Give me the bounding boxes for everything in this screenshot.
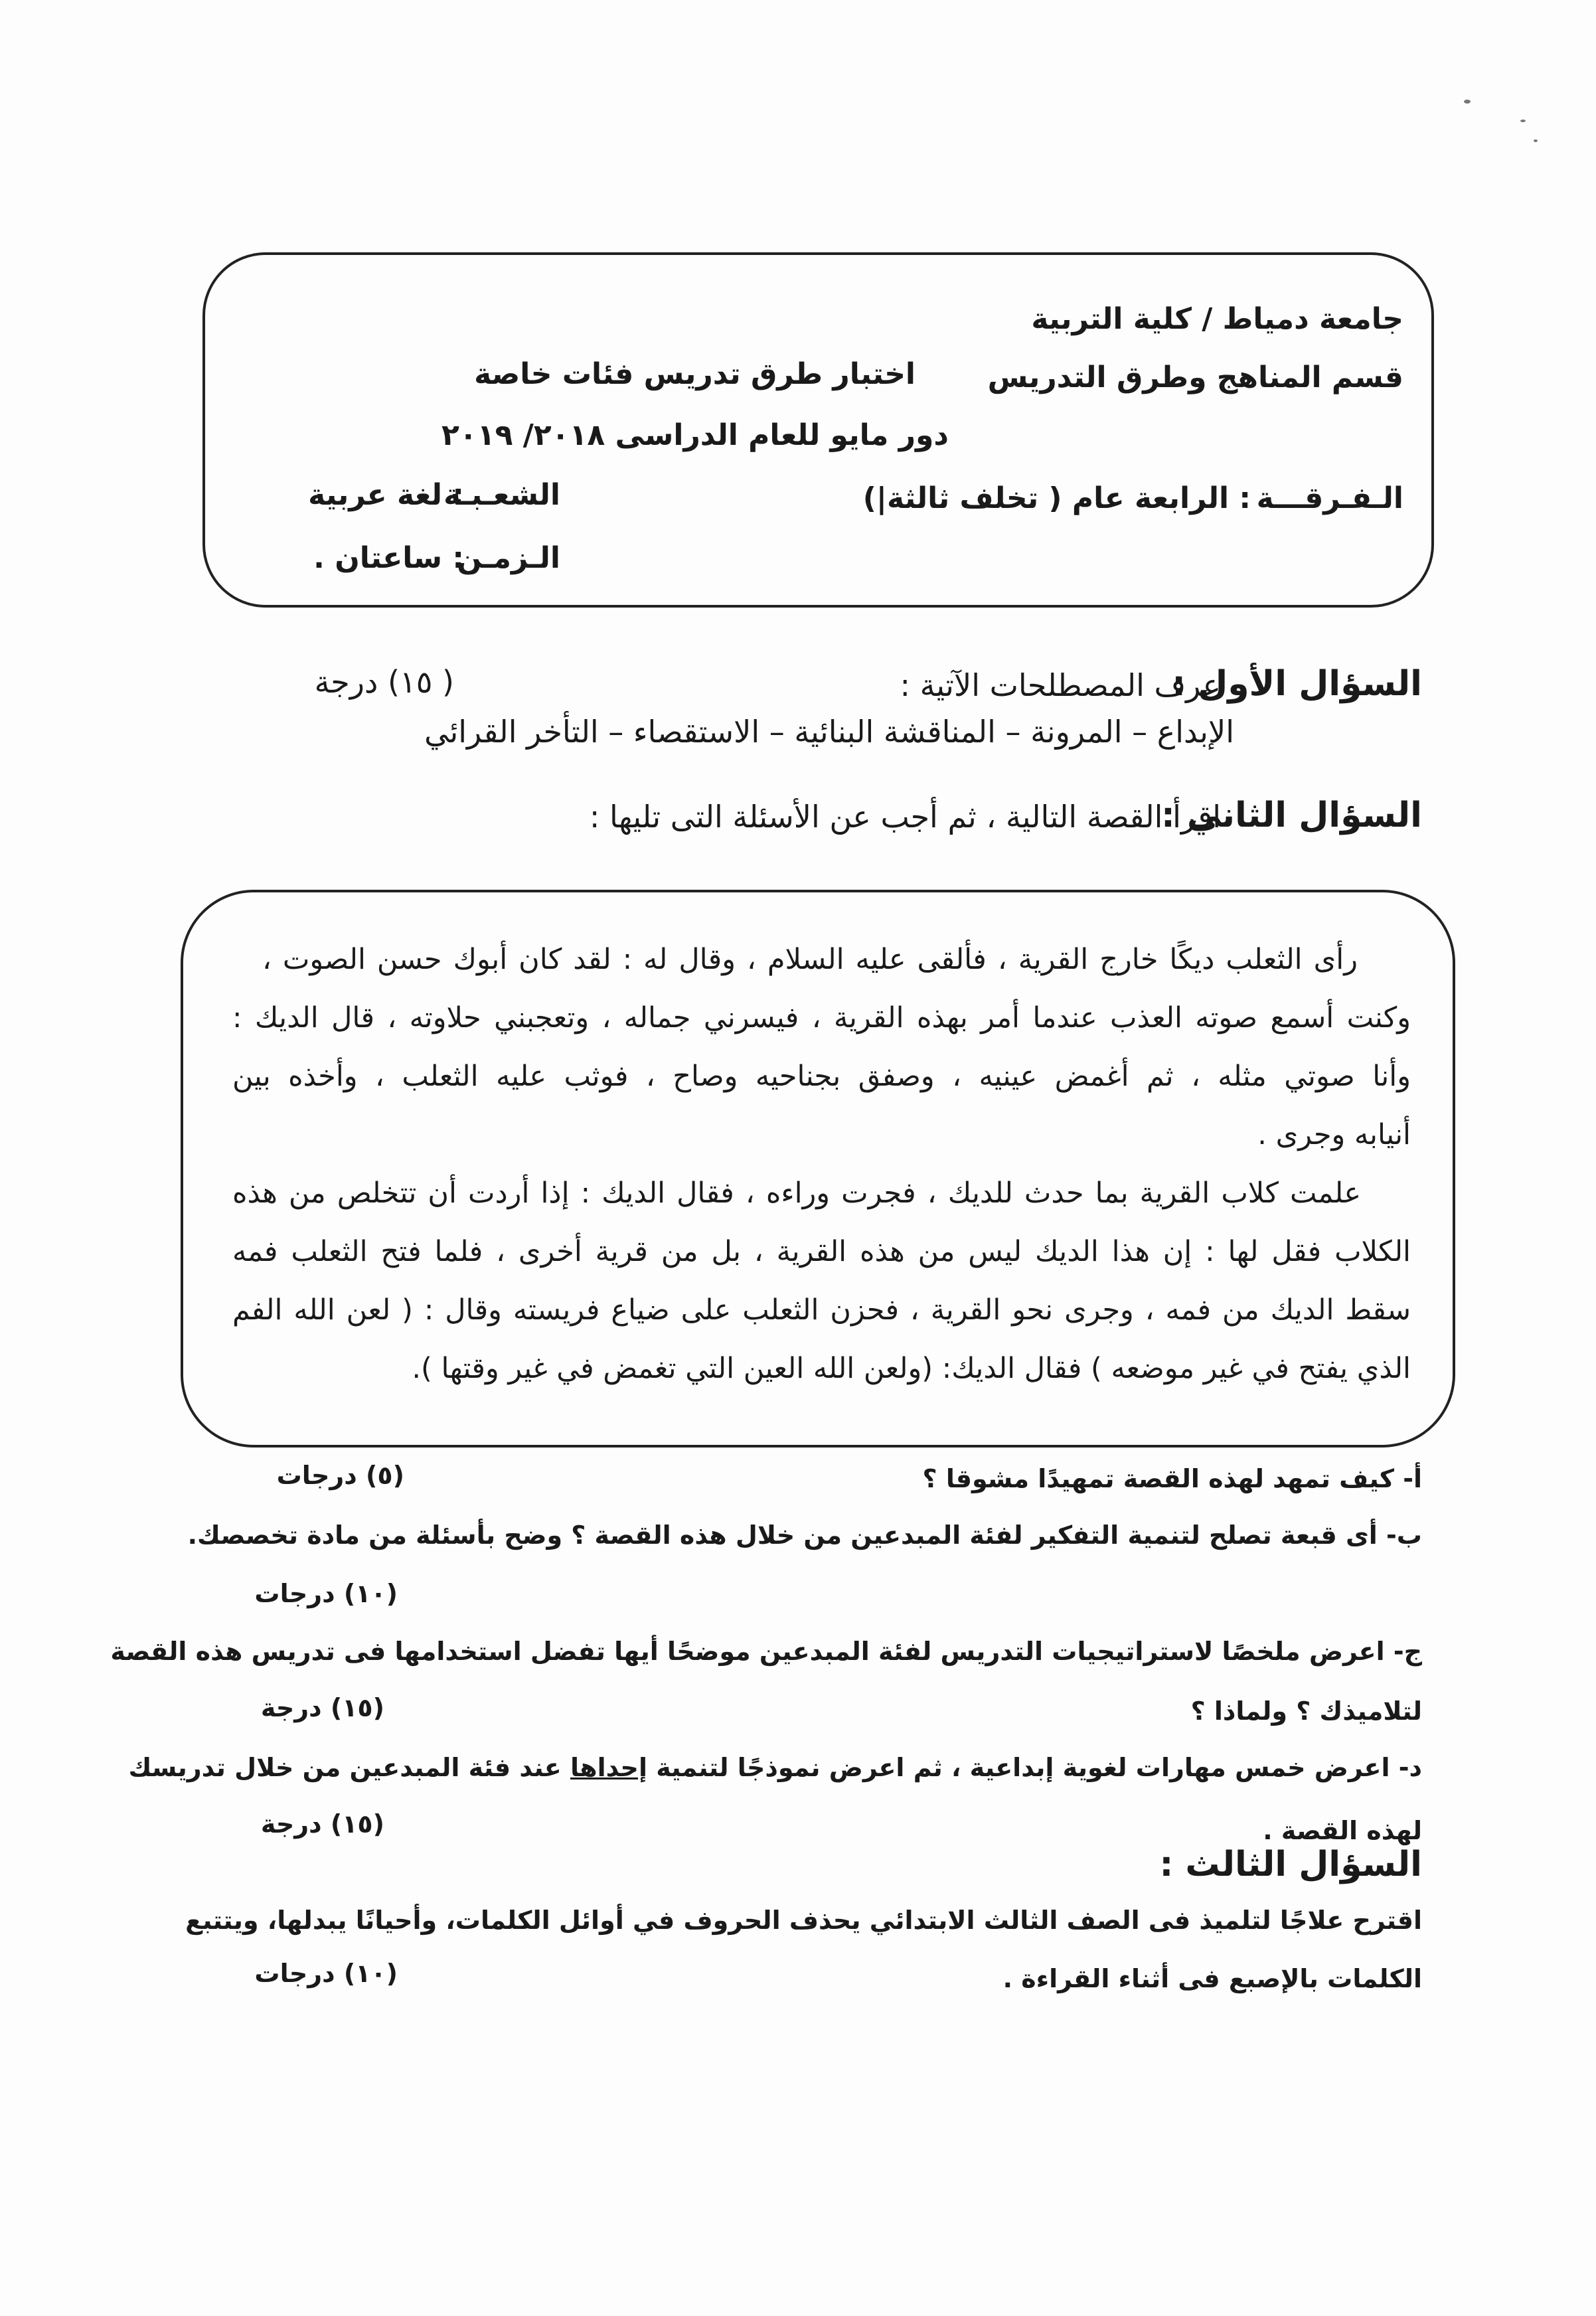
q2-c-marks: (١٥) درجة (260, 1693, 384, 1722)
year-label: الـفـرقـــة (1256, 481, 1403, 515)
division-label: الشعـبـة (443, 478, 560, 512)
q1-prompt: عرف المصطلحات الآتية : (900, 667, 1221, 703)
q3-text-line1: اقترح علاجًا لتلميذ فى الصف الثالث الابتدائي يحذف الحروف في أوائل الكلمات، وأحيانًا يبدلها، ويتتبع (185, 1906, 1422, 1935)
university-name: جامعة دمياط / كلية التربية (1031, 302, 1403, 336)
q2-d-marks: (١٥) درجة (260, 1809, 384, 1839)
q2-d-text-part1: د- اعرض خمس مهارات لغوية إبداعية ، ثم اعرض نموذجًا لتنمية (647, 1753, 1422, 1782)
time-value: : ساعتان . (313, 541, 464, 575)
year-value: : الرابعة عام ( تخلف ثالثة|) (862, 481, 1251, 515)
story-line: الكلاب فقل لها : إن هذا الديك ليس من هذه القرية ، بل من قرية أخرى ، فلما فتح الثعلب فمه (232, 1235, 1411, 1268)
q1-title: السؤال الأول : (1172, 664, 1422, 704)
story-line: علمت كلاب القرية بما حدث للديك ، فجرت وراءه ، فقال الديك : إذا أردت أن تتخلص من هذه (232, 1177, 1361, 1210)
exam-title: اختبار طرق تدريس فئات خاصة (474, 357, 916, 391)
department-name: قسم المناهج وطرق التدريس (987, 361, 1403, 394)
q2-b-marks: (١٠) درجات (254, 1579, 398, 1608)
time-label: الـزمـن (457, 541, 560, 575)
q2-a-text: أ- كيف تمهد لهذه القصة تمهيدًا مشوقا ؟ (922, 1464, 1422, 1493)
division-value: : لغة عربية (308, 478, 464, 512)
q2-d-underlined-word: إحداها (570, 1753, 647, 1782)
q2-d-text-part2: عند فئة المبدعين من خلال تدريسك (128, 1753, 570, 1782)
story-line: أنيابه وجرى . (1257, 1118, 1411, 1151)
story-line: سقط الديك من فمه ، وجرى نحو القرية ، فحزن الثعلب على ضياع فريسته وقال : ( لعن الله الفم (232, 1293, 1411, 1327)
story-line: وكنت أسمع صوته العذب عندما أمر بهذه القرية ، فيسرني جماله ، وتعجبني حلاوته ، قال الديك : (232, 1001, 1411, 1034)
q3-title: السؤال الثالث : (1159, 1845, 1422, 1884)
q2-a-marks: (٥) درجات (276, 1461, 404, 1490)
q3-text-line2: الكلمات بالإصبع فى أثناء القراءة . (1002, 1964, 1422, 1993)
q2-c-text-line1: ج- اعرض ملخصًا لاستراتيجيات التدريس لفئة المبدعين موضحًا أيها تفضل استخدامها فى تدريس هذه القصة (110, 1637, 1422, 1666)
story-line: رأى الثعلب ديكًا خارج القرية ، فألقى عليه السلام ، وقال له : لقد كان أبوك حسن الصوت ، (262, 943, 1358, 976)
q2-d-text-line1 (128, 1753, 1422, 1782)
q1-marks: ( ١٥) درجة (314, 664, 454, 700)
q1-terms: الإبداع – المرونة – المناقشة البنائية – الاستقصاء – التأخر القرائي (424, 714, 1234, 750)
q2-title: السؤال الثاني : (1160, 795, 1422, 835)
scan-speck (1534, 139, 1538, 142)
story-line: وأنا صوتي مثله ، ثم أغمض عينيه ، وصفق بجناحيه وصاح ، فوثب عليه الثعلب ، وأخذه بين (232, 1060, 1411, 1093)
q2-d-text-line2: لهذه القصة . (1263, 1816, 1422, 1845)
scan-speck (1464, 100, 1471, 104)
q2-b-text: ب- أى قبعة تصلح لتنمية التفكير لفئة المبدعين من خلال هذه القصة ؟ وضح بأسئلة من مادة تخصصك. (187, 1521, 1422, 1550)
q3-marks: (١٠) درجات (254, 1959, 398, 1988)
q2-c-text-line2: لتلاميذك ؟ ولماذا ؟ (1190, 1696, 1422, 1726)
q2-prompt: اقرأ القصة التالية ، ثم أجب عن الأسئلة التى تليها : (589, 799, 1221, 835)
story-line: الذي يفتح في غير موضعه ) فقال الديك: (ولعن الله العين التي تغمض في غير وقتها ). (412, 1352, 1411, 1385)
scan-speck (1520, 120, 1526, 122)
exam-session: دور مايو للعام الدراسى ٢٠١٨/ ٢٠١٩ (441, 418, 949, 452)
